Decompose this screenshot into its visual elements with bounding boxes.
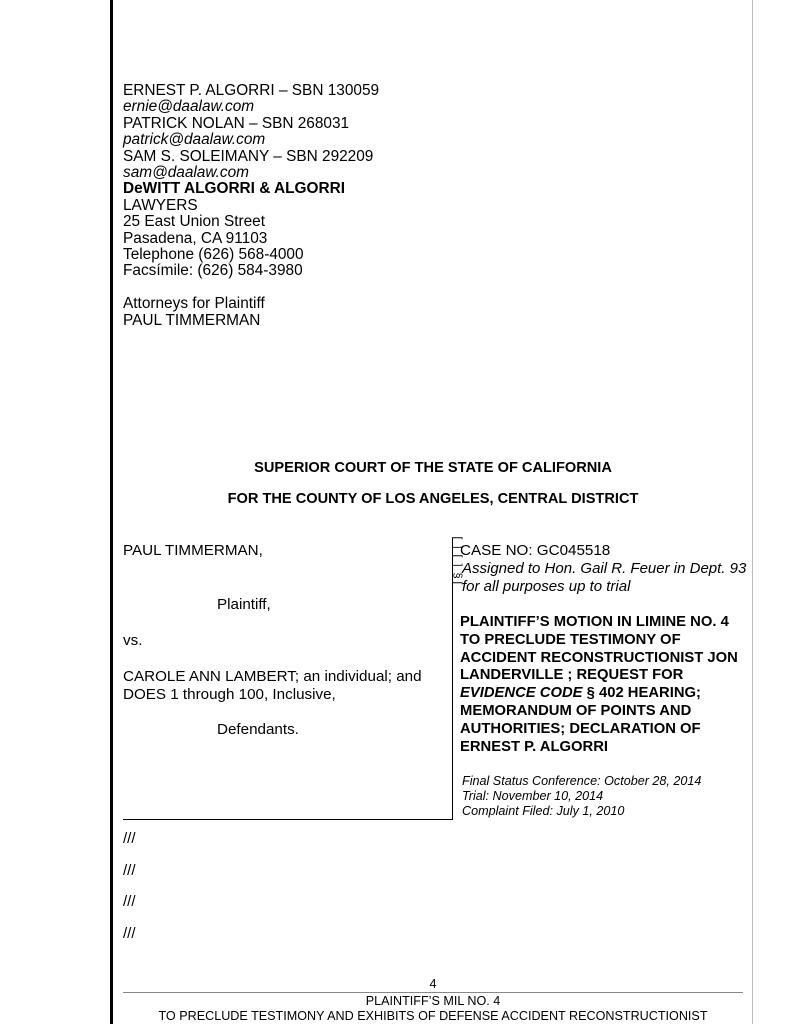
left-margin-line [110,0,113,1024]
firm-city: Pasadena, CA 91103 [123,229,268,247]
firm-telephone: Telephone (626) 568-4000 [123,246,304,264]
continuation-slashes: /// [123,925,136,942]
page-number: 4 [429,977,437,991]
continuation-slashes: /// [123,830,136,847]
attorney-3-name: SAM S. SOLEIMANY – SBN 292209 [123,147,374,165]
motion-title-lead: PLAINTIFF’S MOTION IN LIMINE NO. 4 TO PRECLUDE TESTIMONY OF ACCIDENT RECONSTRUCTIONIST JON LANDERVILLE ; REQUEST FOR [460,614,738,684]
firm-facsimile: Facsímile: (626) 584-3980 [123,262,303,280]
attorney-caption [123,83,379,329]
client-name: PAUL TIMMERMAN [123,311,261,329]
court-title: SUPERIOR COURT OF THE STATE OF CALIFORNIA [254,460,612,476]
vertical-glyph: § [451,572,464,579]
firm-street: 25 East Union Street [123,213,266,231]
versus-label: vs. [123,632,143,649]
plaintiff-label: Plaintiff, [217,596,271,613]
vertical-glyph: [ [451,554,464,558]
right-margin-line [752,0,753,1024]
court-district: FOR THE COUNTY OF LOS ANGELES, CENTRAL DISTRICT [227,491,639,507]
motion-title-tail: § 402 HEARING; MEMORANDUM OF POINTS AND AUTHORITIES; DECLARATION OF ERNEST P. ALGORRI [460,685,701,755]
continuation-slashes: /// [123,893,136,910]
vertical-glyph: ] [451,545,464,549]
attorney-3-email: sam@daalaw.com [123,164,249,182]
judge-assignment: Assigned to Hon. Gail R. Feuer in Dept. 93 for all purposes up to trial [462,560,747,595]
footer-title-line-2: TO PRECLUDE TESTIMONY AND EXHIBITS OF DEFENSE ACCIDENT RECONSTRUCTIONIST [158,1009,708,1023]
vertical-glyph: ] [451,563,464,567]
case-number: CASE NO: GC045518 [460,542,611,559]
attorneys-for: Attorneys for Plaintiff [123,295,265,313]
footer-rule [123,992,743,993]
vertical-glyph: [ [451,536,464,540]
motion-title [460,614,750,756]
complaint-filed-date: Complaint Filed: July 1, 2010 [462,804,625,818]
continuation-slashes: /// [123,862,136,879]
firm-name: DeWITT ALGORRI & ALGORRI [123,180,346,198]
final-status-date: Final Status Conference: October 28, 2014 [462,774,702,788]
defendants-line-1: CAROLE ANN LAMBERT; an individual; and [123,668,422,685]
firm-type: LAWYERS [123,196,198,214]
attorney-2-email: patrick@daalaw.com [123,131,266,149]
plaintiff-name: PAUL TIMMERMAN, [123,542,263,559]
attorney-1-email: ernie@daalaw.com [123,98,255,116]
defendants-line-2: DOES 1 through 100, Inclusive, [123,686,336,703]
attorney-2-name: PATRICK NOLAN – SBN 268031 [123,114,350,132]
defendants-label: Defendants. [217,721,299,738]
trial-date: Trial: November 10, 2014 [462,789,604,803]
footer-title-line-1: PLAINTIFF’S MIL NO. 4 [365,994,501,1008]
caption-horizontal-divider [123,819,453,820]
case-dates [462,774,701,819]
motion-title-italic: EVIDENCE CODE [460,685,583,702]
caption-spacer [123,280,379,296]
attorney-1-name: ERNEST P. ALGORRI – SBN 130059 [123,82,380,99]
vertical-glyph: [ [451,581,464,585]
